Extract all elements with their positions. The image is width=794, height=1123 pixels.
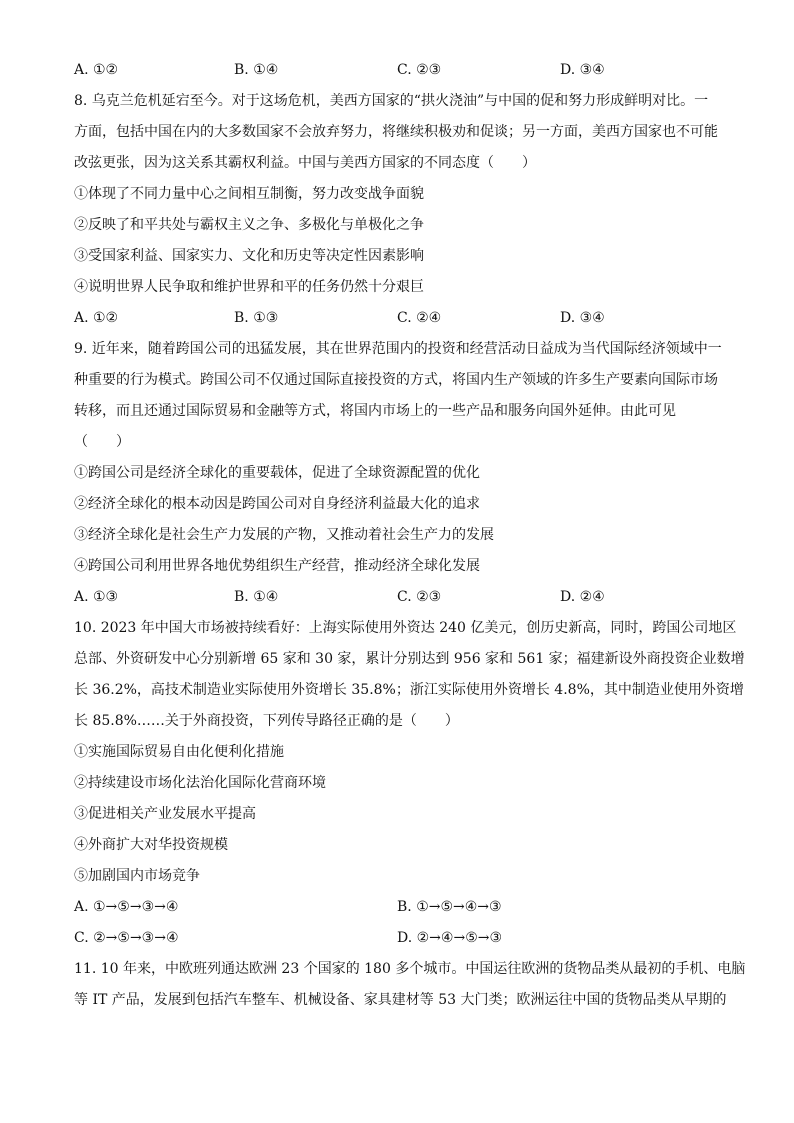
q9-stem-line: 9. 近年来，随着跨国公司的迅猛发展，其在世界范围内的投资和经营活动日益成为当代国际经济领域中一 (74, 341, 722, 357)
q9-statement-1: ①跨国公司是经济全球化的重要载体，促进了全球资源配置的优化 (74, 465, 480, 481)
q8-stem-line: 方面，包括中国在内的大多数国家不会放弃努力，将继续积极劝和促谈；另一方面，美西方国家也不可能 (74, 124, 718, 140)
q9-stem-line: 种重要的行为模式。跨国公司不仅通过国际直接投资的方式，将国内生产领域的许多生产要素向国际市场 (74, 372, 718, 388)
q9-statement-4: ④跨国公司利用世界各地优势组织生产经营，推动经济全球化发展 (74, 558, 480, 574)
q9-statement-3: ③经济全球化是社会生产力发展的产物，又推动着社会生产力的发展 (74, 527, 494, 543)
q10-statement-1: ①实施国际贸易自由化便利化措施 (74, 744, 284, 760)
q9-option-b[interactable]: B. ①④ (234, 589, 279, 605)
q8-option-a[interactable]: A. ①② (74, 310, 119, 326)
q10-options-row-1 (74, 897, 724, 917)
q9-option-d[interactable]: D. ②④ (560, 589, 605, 605)
q8-statement-1: ①体现了不同力量中心之间相互制衡，努力改变战争面貌 (74, 186, 424, 202)
q9-option-c[interactable]: C. ②③ (397, 589, 442, 605)
q10-options-row-2 (74, 928, 724, 948)
q8-statement-2: ②反映了和平共处与霸权主义之争、多极化与单极化之争 (74, 217, 424, 233)
q10-stem-line: 10. 2023 年中国大市场被持续看好：上海实际使用外资达 240 亿美元，创历史新高，同时，跨国公司地区 (74, 620, 737, 636)
question-10 (74, 618, 745, 948)
q10-option-d[interactable]: D. ②→④→⑤→③ (397, 930, 503, 946)
q7-option-b[interactable]: B. ①④ (234, 62, 279, 78)
q10-option-c[interactable]: C. ②→⑤→③→④ (74, 930, 179, 946)
exam-page (74, 60, 746, 1021)
q8-statement-4: ④说明世界人民争取和维护世界和平的任务仍然十分艰巨 (74, 279, 424, 295)
question-9 (74, 339, 724, 607)
q10-stem-line: 长 36.2%，高技术制造业实际使用外资增长 35.8%；浙江实际使用外资增长 4.8%，其中制造业使用外资增 (74, 682, 744, 698)
q7-option-a[interactable]: A. ①② (74, 62, 119, 78)
q8-stem-line: 改弦更张，因为这关系其霸权利益。中国与美西方国家的不同态度（ ） (74, 155, 536, 171)
q10-statement-2: ②持续建设市场化法治化国际化营商环境 (74, 775, 326, 791)
q8-option-b[interactable]: B. ①③ (234, 310, 279, 326)
q8-options (74, 308, 724, 328)
q11-stem-line: 11. 10 年来，中欧班列通达欧洲 23 个国家的 180 多个城市。中国运往欧洲的货物品类从最初的手机、电脑 (74, 961, 746, 977)
question-8 (74, 91, 724, 328)
q8-stem-line: 8. 乌克兰危机延宕至今。对于这场危机，美西方国家的“拱火浇油”与中国的促和努力形成鲜明对比。一 (74, 93, 709, 109)
q7-option-d[interactable]: D. ③④ (560, 62, 605, 78)
q9-option-a[interactable]: A. ①③ (74, 589, 119, 605)
q11-stem-line: 等 IT 产品，发展到包括汽车整车、机械设备、家具建材等 53 大门类；欧洲运往中国的货物品类从早期的 (74, 992, 727, 1008)
q10-option-a[interactable]: A. ①→⑤→③→④ (74, 899, 179, 915)
q9-answer-bracket: （ ） (74, 434, 130, 450)
q10-stem-line: 总部、外资研发中心分别新增 65 家和 30 家，累计分别达到 956 家和 561 家；福建新设外商投资企业数增 (74, 651, 745, 667)
q9-options (74, 587, 724, 607)
q8-statement-3: ③受国家利益、国家实力、文化和历史等决定性因素影响 (74, 248, 424, 264)
q9-stem-line: 转移，而且还通过国际贸易和金融等方式，将国内市场上的一些产品和服务向国外延伸。由此可见 (74, 403, 676, 419)
q10-statement-5: ⑤加剧国内市场竞争 (74, 868, 200, 884)
q8-option-c[interactable]: C. ②④ (397, 310, 442, 326)
q10-stem-line: 长 85.8%……关于外商投资，下列传导路径正确的是（ ） (74, 713, 459, 729)
question-11 (74, 959, 746, 1010)
q7-option-c[interactable]: C. ②③ (397, 62, 442, 78)
q8-option-d[interactable]: D. ③④ (560, 310, 605, 326)
q10-statement-4: ④外商扩大对华投资规模 (74, 837, 228, 853)
q7-options (74, 60, 724, 80)
q10-statement-3: ③促进相关产业发展水平提高 (74, 806, 256, 822)
q9-statement-2: ②经济全球化的根本动因是跨国公司对自身经济利益最大化的追求 (74, 496, 480, 512)
q10-option-b[interactable]: B. ①→⑤→④→③ (397, 899, 502, 915)
